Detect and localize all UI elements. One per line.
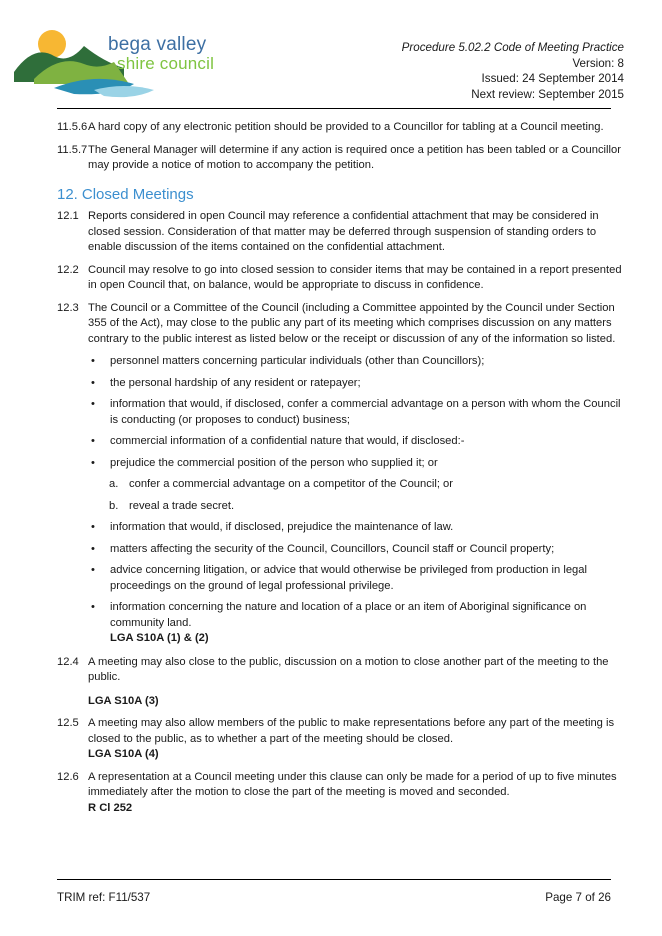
clause-number: 12.2 — [57, 263, 79, 276]
clause-number: 12.5 — [57, 717, 79, 729]
list-item-text: the personal hardship of any resident or ratepayer; — [110, 376, 361, 389]
legislation-reference: R Cl 252 — [88, 801, 133, 814]
list-item — [57, 563, 624, 594]
clause-12-3 — [57, 301, 624, 348]
clause-text: A meeting may also close to the public, discussion on a motion to close another part of the meeting to the public. — [88, 655, 609, 683]
page-number: Page 7 of 26 — [545, 891, 611, 904]
clause-12-4 — [57, 655, 624, 710]
document-body — [57, 120, 624, 823]
trim-reference: TRIM ref: F11/537 — [57, 891, 151, 904]
list-item-text: information that would, if disclosed, prejudice the maintenance of law. — [110, 521, 454, 533]
issued-date: Issued: 24 September 2014 — [481, 72, 624, 85]
bullet-icon: • — [91, 398, 95, 410]
list-item — [57, 376, 624, 392]
logo-text-bega-valley: bega valley — [108, 34, 207, 55]
legislation-reference: LGA S10A (1) & (2) — [110, 632, 209, 644]
bullet-icon: • — [91, 376, 95, 389]
list-item-text: matters affecting the security of the Council, Councillors, Council staff or Council property; — [110, 542, 555, 555]
logo-text-shire-council: shire council — [117, 54, 215, 73]
sub-list-item — [57, 499, 624, 515]
clause-number: 12.4 — [57, 655, 79, 668]
clause-text: Council may resolve to go into closed session to consider items that may be contained in a report presented in open Council that, on balance, would be appropriate to discuss in confidence. — [88, 263, 622, 291]
list-item — [57, 600, 624, 647]
bullet-icon: • — [91, 355, 95, 367]
list-item — [57, 397, 624, 428]
clause-number: 11.5.6 — [57, 121, 88, 133]
review-date: Next review: September 2015 — [471, 87, 624, 101]
clause-11-5-7 — [57, 143, 624, 174]
list-item-text: information that would, if disclosed, confer a commercial advantage on a person with whom the Council is conducting (or proposes to conduct) business; — [110, 398, 621, 426]
bullet-icon: • — [91, 564, 95, 576]
header-rule — [57, 108, 611, 109]
clause-number: 12.3 — [57, 301, 79, 314]
list-item — [57, 520, 624, 536]
list-item — [57, 354, 624, 370]
clause-number: 12.1 — [57, 210, 79, 222]
document-meta — [402, 40, 624, 102]
clause-text: A hard copy of any electronic petition should be provided to a Councillor for tabling at a Council meeting. — [88, 121, 604, 133]
section-title: Closed Meetings — [81, 185, 194, 203]
clause-12-6 — [57, 770, 624, 817]
clause-12-2 — [57, 263, 624, 294]
list-item — [57, 542, 624, 558]
section-number: 12. — [57, 185, 78, 203]
clause-number: 11.5.7 — [57, 143, 88, 156]
clause-11-5-6 — [57, 120, 624, 136]
bullet-icon: • — [91, 435, 95, 447]
bullet-icon: • — [91, 542, 95, 555]
footer-rule — [57, 879, 611, 880]
sub-item-letter: b. — [109, 499, 119, 512]
list-item — [57, 456, 624, 472]
version: Version: 8 — [572, 56, 624, 70]
section-heading — [57, 187, 624, 203]
bullet-icon: • — [91, 601, 95, 613]
clause-text: The General Manager will determine if any action is required once a petition has been tabled or a Councillor may provide a notice of motion to accompany the petition. — [88, 143, 621, 171]
sub-item-text: confer a commercial advantage on a competitor of the Council; or — [129, 478, 453, 490]
clause-12-5 — [57, 716, 624, 763]
legislation-reference: LGA S10A (4) — [88, 748, 159, 760]
sub-item-text: reveal a trade secret. — [129, 499, 235, 512]
list-item-text: advice concerning litigation, or advice that would otherwise be privileged from production in legal proceedings on the ground of legal professional privilege. — [110, 564, 587, 592]
clause-text: Reports considered in open Council may reference a confidential attachment that may be considered in closed session. Consideration of that matter may be deferred through suspension of standing orders to enable discussion of the items contained on the confidential attachment. — [88, 210, 599, 253]
list-item — [57, 434, 624, 450]
list-item-text: prejudice the commercial position of the person who supplied it; or — [110, 456, 438, 469]
list-item-text: information concerning the nature and location of a place or an item of Aboriginal significance on community land. — [110, 601, 587, 629]
clause-12-1 — [57, 209, 624, 256]
list-item-text: commercial information of a confidential nature that would, if disclosed:- — [110, 435, 465, 447]
clause-text: A representation at a Council meeting under this clause can only be made for a period of up to five minutes immediately after the motion to close the part of the meeting is moved and seconded. — [88, 770, 617, 798]
legislation-reference: LGA S10A (3) — [88, 694, 159, 707]
bullet-icon: • — [91, 456, 95, 469]
clause-text: A meeting may also allow members of the public to make representations before any part of the meeting is closed to the public, as to whether a part of the meeting should be closed. — [88, 717, 615, 745]
list-item-text: personnel matters concerning particular individuals (other than Councillors); — [110, 355, 485, 367]
closed-matters-list — [57, 354, 624, 647]
sub-list-item — [57, 477, 624, 493]
sub-item-letter: a. — [109, 478, 119, 490]
clause-text: The Council or a Committee of the Council (including a Committee appointed by the Council under Section 355 of the Act), may close to the public any part of its meeting which comprises discussion on any matters contrary to the public interest as listed below or the receipt or discussion of any of the information so listed. — [88, 301, 616, 345]
clause-number: 12.6 — [57, 770, 79, 783]
bullet-icon: • — [91, 521, 95, 533]
procedure-title: Procedure 5.02.2 Code of Meeting Practice — [401, 41, 624, 54]
